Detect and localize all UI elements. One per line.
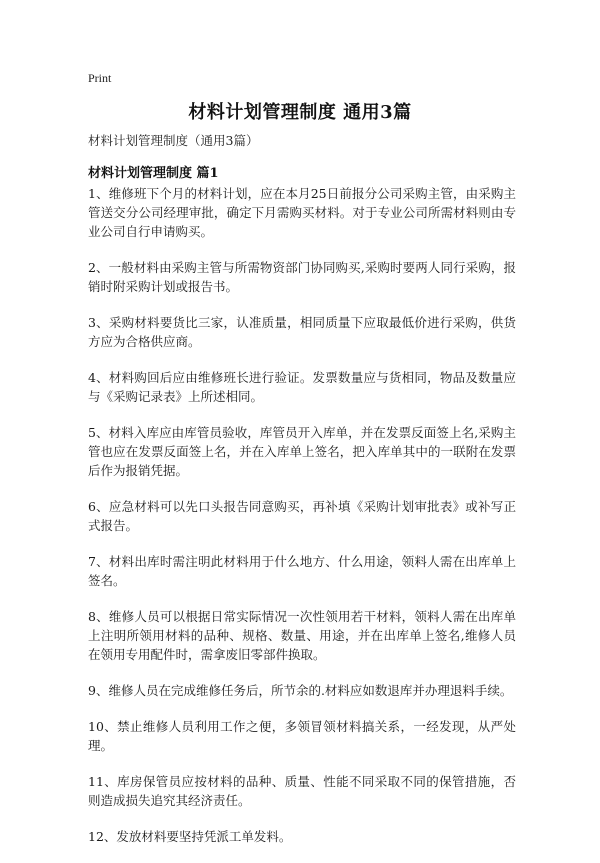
regulation-list [88,184,516,863]
page-title: 材料计划管理制度 通用3篇 [188,102,412,123]
regulation-item-9: 9、维修人员在完成维修任务后，所节余的.材料应如数退库并办理退料手续。 [88,683,513,698]
regulation-item-6: 6、应急材料可以先口头报告同意购买，再补填《采购计划审批表》或补写正式报告。 [88,499,516,533]
document-subtitle: 材料计划管理制度（通用3篇） [88,133,259,148]
regulation-item-11: 11、库房保管员应按材料的品种、质量、性能不同采取不同的保管措施，否则造成损失追究其经济责任。 [88,774,516,808]
regulation-item-3: 3、采购材料要货比三家，认准质量，相同质量下应取最低价进行采购，供货方应为合格供应商。 [88,315,516,349]
regulation-item-8: 8、维修人员可以根据日常实际情况一次性领用若干材料，领料人需在出库单上注明所领用材料的品种、规格、数量、用途，并在出库单上签名,维修人员在领用专用配件时，需拿废旧零部件换取。 [88,609,516,662]
regulation-item-4: 4、材料购回后应由维修班长进行验证。发票数量应与货相同，物品及数量应与《采购记录表》上所述相同。 [88,370,516,404]
regulation-item-10: 10、禁止维修人员利用工作之便，多领冒领材料搞关系，一经发现，从严处理。 [88,719,516,753]
regulation-item-12: 12、发放材料要坚持凭派工单发料。 [88,829,292,844]
regulation-item-5: 5、材料入库应由库管员验收，库管员开入库单，并在发票反面签上名,采购主管也应在发票反面签上名，并在入库单上签名，把入库单其中的一联附在发票后作为报销凭据。 [88,425,516,478]
regulation-item-1: 1、维修班下个月的材料计划，应在本月25日前报分公司采购主管，由采购主管送交分公司经理审批，确定下月需购买材料。对于专业公司所需材料则由专业公司自行申请购买。 [88,186,516,239]
print-label: Print [88,71,112,85]
section-heading: 材料计划管理制度 篇1 [88,166,219,181]
regulation-item-7: 7、材料出库时需注明此材料用于什么地方、什么用途，领料人需在出库单上签名。 [88,554,516,588]
regulation-item-2: 2、一般材料由采购主管与所需物资部门协同购买,采购时要两人同行采购，报销时附采购计划或报告书。 [88,260,516,294]
